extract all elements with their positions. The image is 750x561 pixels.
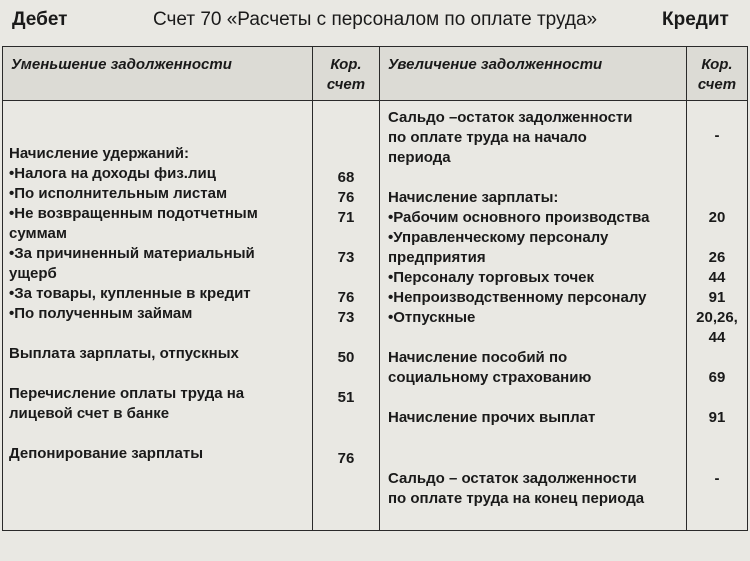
credit-account: 91 [708,409,726,426]
credit-account: 44 [708,329,726,346]
debit-account: 76 [337,289,355,306]
debit-row: •По исполнительным листам [9,185,228,202]
debit-account: 73 [337,249,355,266]
credit-row: •Непроизводственному персоналу [388,289,647,306]
credit-row: Начисление пособий по [388,349,568,366]
credit-account: - [714,470,720,487]
debit-account: 50 [337,349,355,366]
debit-account: 76 [337,450,355,467]
credit-account: 20 [708,209,726,226]
credit-row: социальному страхованию [388,369,592,386]
debit-row: •По полученным займам [9,305,193,322]
increase-header: Увеличение задолженности [380,47,687,101]
debit-row: лицевой счет в банке [9,405,170,422]
account-title: Счет 70 «Расчеты с персоналом по оплате труда» [153,9,598,30]
debit-label: Дебет [12,9,68,30]
account-70-table [2,46,748,531]
debit-row: •Налога на доходы физ.лиц [9,165,216,182]
credit-account: 69 [708,369,726,386]
debit-account: 73 [337,309,355,326]
credit-row: по оплате труда на начало [388,129,587,146]
credit-row: периода [388,149,451,166]
credit-account: 20,26, [696,309,738,326]
debit-description-cell [3,101,313,531]
credit-row: предприятия [388,249,486,266]
debit-row: •За причиненный материальный [9,245,255,262]
debit-account: 76 [337,189,355,206]
credit-row: •Отпускные [388,309,476,326]
header-row [3,47,748,101]
credit-label: Кредит [662,9,729,30]
credit-row: •Персоналу торговых точек [388,269,595,286]
credit-row: •Управленческому персоналу [388,229,609,246]
credit-account: 26 [708,249,726,266]
debit-row: ущерб [9,265,57,282]
credit-description-cell [380,101,687,531]
credit-row: по оплате труда на конец периода [388,490,645,507]
debit-account: 71 [337,209,355,226]
credit-row: Начисление прочих выплат [388,409,596,426]
debit-row: Депонирование зарплаты [9,445,204,462]
debit-account: 51 [337,389,355,406]
corr-account-header-right: Кор. счет [687,47,748,101]
debit-row: •Не возвращенным подотчетным [9,205,258,222]
debit-row: суммам [9,225,67,242]
debit-row: Выплата зарплаты, отпускных [9,345,239,362]
credit-row: Сальдо – остаток задолженности [388,470,637,487]
corr-account-header-left: Кор. счет [313,47,380,101]
debit-row: Начисление удержаний: [9,145,189,162]
debit-row: •За товары, купленные в кредит [9,285,251,302]
credit-row: •Рабочим основного производства [388,209,650,226]
credit-row: Начисление зарплаты: [388,189,559,206]
credit-account: 91 [708,289,726,306]
debit-account: 68 [337,169,355,186]
credit-account-cell [687,101,748,531]
credit-row: Сальдо –остаток задолженности [388,109,633,126]
credit-account: - [714,127,720,144]
body-row [3,101,748,531]
account-title-bar [0,0,750,46]
credit-account: 44 [708,269,726,286]
decrease-header: Уменьшение задолженности [3,47,313,101]
debit-row: Перечисление оплаты труда на [9,385,245,402]
debit-account-cell [313,101,380,531]
